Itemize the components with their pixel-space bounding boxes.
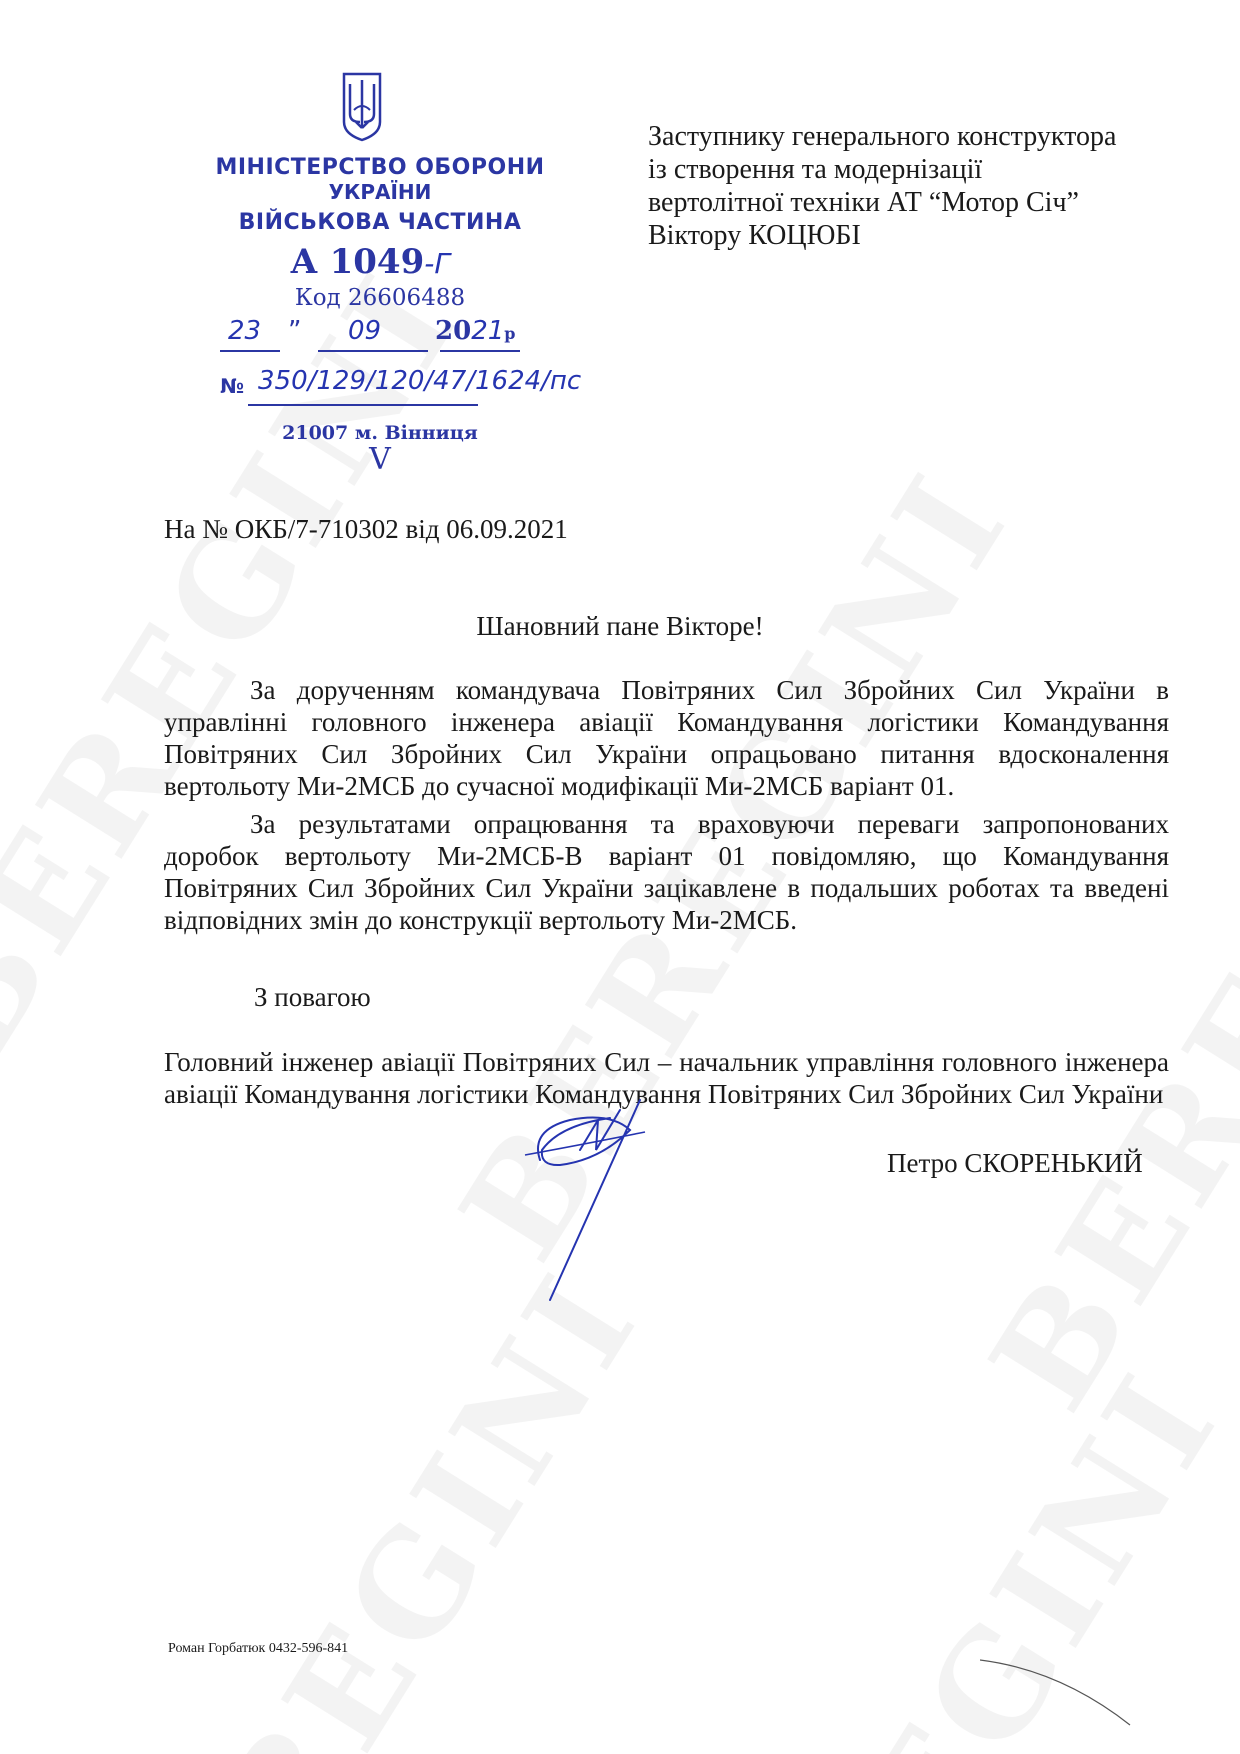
ink-stroke-mark [980, 1650, 1140, 1730]
stamp-date-quote: ” [288, 316, 302, 346]
addressee-line: вертолітної техніки АТ “Мотор Січ” [648, 187, 1079, 218]
stamp-number-sign: № [220, 374, 245, 398]
stamp-date-year [435, 316, 515, 346]
trident-emblem-icon [340, 70, 384, 142]
addressee-line: із створення та модернізації [648, 154, 983, 185]
body-paragraph: За дорученням командувача Повітряних Сил Збройних Сил України в управлінні головного інженера авіації Командування логістики Командування Повітряних Сил Збройних Сил України опрацьовано питання вдосконалення вертольоту Ми-2МСБ до сучасної модифікації Ми-2МСБ варіант 01. [164, 675, 1169, 801]
stamp-city: 21007 м. Вінниця [282, 422, 478, 444]
stamp-date-year-suffix: 21 [471, 316, 505, 346]
stamp-unit [190, 242, 550, 282]
addressee-line: Заступнику генерального конструктора [648, 121, 1117, 152]
stamp-code: Код 26606488 [294, 285, 466, 311]
stamp-date-year-mark: р [504, 324, 516, 343]
signatory-title: Головний інженер авіації Повітряних Сил – начальник управління головного інженера авіації Командування логістики Командування Повітряних Сил Збройних Сил України [164, 1047, 1169, 1109]
executor-footer: Роман Горбатюк 0432-596-841 [168, 1641, 349, 1656]
reference-line: На № ОКБ/7-710302 від 06.09.2021 [164, 514, 568, 544]
stamp-date-year-prefix: 20 [435, 316, 472, 346]
stamp-ministry: МІНІСТЕРСТВО ОБОРОНИ [215, 155, 545, 180]
stamp-date-day: 23 [228, 316, 262, 346]
stamp-number-value: 350/129/120/47/1624/пс [258, 366, 582, 396]
stamp-outgoing-number [220, 366, 660, 410]
closing: З повагою [254, 982, 371, 1012]
addressee-name: Віктору КОЦЮБІ [648, 220, 861, 251]
watermark [640, 1345, 1240, 1754]
body-paragraph: За результатами опрацювання та враховуючи переваги запропонованих доробок вертольоту Ми-2МСБ-В варіант 01 повідомляю, що Командування Повітряних Сил Збройних Сил України зацікавлене в подальших роботах та введені відповідних змін до конструкції вертольоту Ми-2МСБ. [164, 809, 1169, 935]
stamp-unit-number: А 1049 [290, 242, 425, 282]
stamp-date [220, 316, 560, 356]
watermark [60, 1245, 671, 1754]
handwritten-signature [520, 1090, 700, 1310]
stamp-unit-suffix: -Г [424, 247, 450, 280]
stamp-date-month: 09 [348, 316, 382, 346]
stamp-country: УКРАЇНИ [328, 180, 432, 204]
stamp-unit-label: ВІЙСЬКОВА ЧАСТИНА [238, 210, 522, 235]
letter-body [164, 674, 1169, 942]
salutation: Шановний пане Вікторе! [476, 611, 764, 641]
stamp-mark: V [369, 442, 391, 477]
signatory-name: Петро СКОРЕНЬКИЙ [887, 1148, 1143, 1178]
addressee-block [648, 120, 1168, 252]
